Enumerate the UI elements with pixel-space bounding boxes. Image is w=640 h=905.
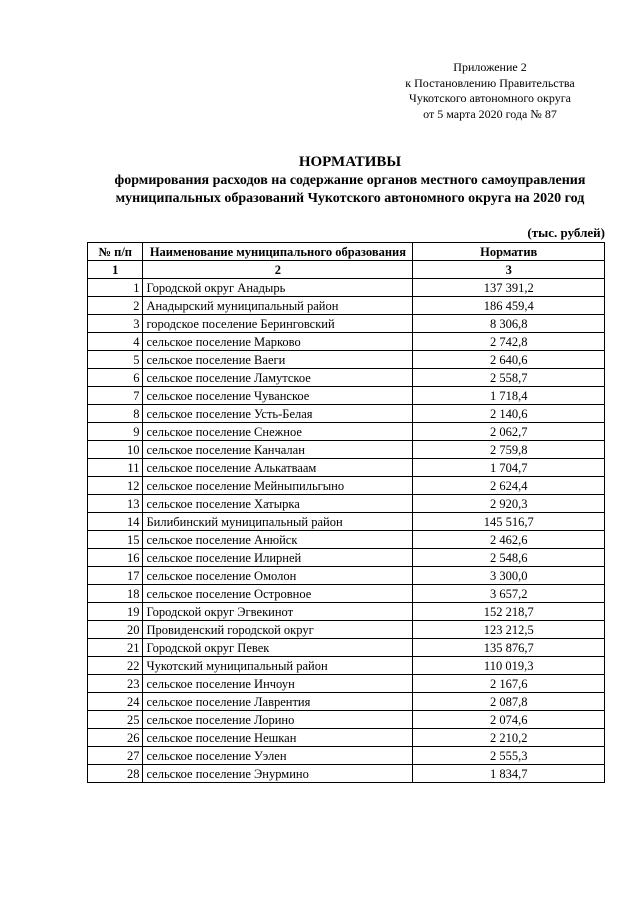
row-name: сельское поселение Энурмино — [143, 765, 413, 783]
row-value: 2 742,8 — [413, 333, 605, 351]
row-number: 19 — [88, 603, 143, 621]
table-row — [88, 675, 605, 693]
row-number: 1 — [88, 279, 143, 297]
table-row — [88, 621, 605, 639]
document-title — [60, 153, 640, 208]
table-row — [88, 711, 605, 729]
row-name: сельское поселение Хатырка — [143, 495, 413, 513]
row-name: Провиденский городской округ — [143, 621, 413, 639]
table-row — [88, 279, 605, 297]
row-name: сельское поселение Алькатваам — [143, 459, 413, 477]
row-name: Анадырский муниципальный район — [143, 297, 413, 315]
row-number: 26 — [88, 729, 143, 747]
row-number: 23 — [88, 675, 143, 693]
row-value: 145 516,7 — [413, 513, 605, 531]
row-number: 16 — [88, 549, 143, 567]
row-value: 186 459,4 — [413, 297, 605, 315]
row-number: 2 — [88, 297, 143, 315]
title-line: формирования расходов на содержание органов местного самоуправления — [114, 173, 586, 188]
table-row — [88, 765, 605, 783]
row-value: 110 019,3 — [413, 657, 605, 675]
table-row — [88, 333, 605, 351]
row-name: Чукотский муниципальный район — [143, 657, 413, 675]
appendix-header — [380, 60, 600, 122]
row-value: 137 391,2 — [413, 279, 605, 297]
row-name: сельское поселение Анюйск — [143, 531, 413, 549]
row-value: 2 462,6 — [413, 531, 605, 549]
row-name: сельское поселение Островное — [143, 585, 413, 603]
index-cell: 3 — [413, 261, 605, 279]
row-name: Городской округ Эгвекинот — [143, 603, 413, 621]
row-name: сельское поселение Омолон — [143, 567, 413, 585]
row-value: 8 306,8 — [413, 315, 605, 333]
table-body — [88, 279, 605, 783]
row-value: 2 759,8 — [413, 441, 605, 459]
row-number: 10 — [88, 441, 143, 459]
row-value: 2 558,7 — [413, 369, 605, 387]
row-number: 18 — [88, 585, 143, 603]
row-value: 2 920,3 — [413, 495, 605, 513]
index-cell: 1 — [88, 261, 143, 279]
row-name: сельское поселение Мейныпильгыно — [143, 477, 413, 495]
row-name: сельское поселение Инчоун — [143, 675, 413, 693]
table-row — [88, 747, 605, 765]
row-number: 20 — [88, 621, 143, 639]
row-number: 7 — [88, 387, 143, 405]
table-row — [88, 297, 605, 315]
table-row — [88, 477, 605, 495]
row-number: 5 — [88, 351, 143, 369]
row-name: сельское поселение Уэлен — [143, 747, 413, 765]
appendix-line: Приложение 2 — [453, 60, 527, 74]
row-value: 2 167,6 — [413, 675, 605, 693]
row-number: 17 — [88, 567, 143, 585]
row-number: 21 — [88, 639, 143, 657]
row-number: 9 — [88, 423, 143, 441]
table-row — [88, 387, 605, 405]
table-row — [88, 639, 605, 657]
row-name: сельское поселение Усть-Белая — [143, 405, 413, 423]
row-value: 123 212,5 — [413, 621, 605, 639]
table-header-row — [88, 243, 605, 261]
row-number: 27 — [88, 747, 143, 765]
row-number: 3 — [88, 315, 143, 333]
row-value: 135 876,7 — [413, 639, 605, 657]
row-value: 2 548,6 — [413, 549, 605, 567]
table-row — [88, 405, 605, 423]
row-number: 15 — [88, 531, 143, 549]
row-name: сельское поселение Канчалан — [143, 441, 413, 459]
row-name: сельское поселение Лорино — [143, 711, 413, 729]
title-line: муниципальных образований Чукотского автономного округа на 2020 год — [115, 191, 585, 206]
row-number: 14 — [88, 513, 143, 531]
row-name: сельское поселение Марково — [143, 333, 413, 351]
norms-table — [87, 242, 605, 783]
row-value: 2 624,4 — [413, 477, 605, 495]
row-value: 2 555,3 — [413, 747, 605, 765]
row-value: 152 218,7 — [413, 603, 605, 621]
row-name: сельское поселение Ламутское — [143, 369, 413, 387]
header-name: Наименование муниципального образования — [143, 243, 413, 261]
row-name: Билибинский муниципальный район — [143, 513, 413, 531]
row-value: 1 834,7 — [413, 765, 605, 783]
row-number: 4 — [88, 333, 143, 351]
header-value: Норматив — [413, 243, 605, 261]
row-value: 2 640,6 — [413, 351, 605, 369]
table-row — [88, 441, 605, 459]
row-value: 3 300,0 — [413, 567, 605, 585]
title-main: НОРМАТИВЫ — [298, 154, 402, 170]
index-cell: 2 — [143, 261, 413, 279]
row-name: сельское поселение Лаврентия — [143, 693, 413, 711]
row-number: 25 — [88, 711, 143, 729]
table-row — [88, 495, 605, 513]
table-row — [88, 657, 605, 675]
row-number: 24 — [88, 693, 143, 711]
row-value: 2 087,8 — [413, 693, 605, 711]
table-row — [88, 351, 605, 369]
table-index-row — [88, 261, 605, 279]
row-name: сельское поселение Снежное — [143, 423, 413, 441]
table-row — [88, 729, 605, 747]
table-row — [88, 423, 605, 441]
units-label: (тыс. рублей) — [527, 225, 605, 240]
row-value: 2 074,6 — [413, 711, 605, 729]
row-number: 12 — [88, 477, 143, 495]
row-name: сельское поселение Ваеги — [143, 351, 413, 369]
row-value: 2 140,6 — [413, 405, 605, 423]
row-value: 1 704,7 — [413, 459, 605, 477]
appendix-line: от 5 марта 2020 года № 87 — [423, 106, 557, 121]
row-name: сельское поселение Чуванское — [143, 387, 413, 405]
table-row — [88, 549, 605, 567]
table-row — [88, 693, 605, 711]
row-name: Городской округ Певек — [143, 639, 413, 657]
row-number: 13 — [88, 495, 143, 513]
table-row — [88, 513, 605, 531]
row-name: сельское поселение Нешкан — [143, 729, 413, 747]
table-row — [88, 603, 605, 621]
row-name: Городской округ Анадырь — [143, 279, 413, 297]
table-row — [88, 531, 605, 549]
header-number: № п/п — [88, 243, 143, 261]
row-number: 11 — [88, 459, 143, 477]
row-number: 8 — [88, 405, 143, 423]
row-number: 22 — [88, 657, 143, 675]
row-value: 1 718,4 — [413, 387, 605, 405]
table-row — [88, 315, 605, 333]
row-name: городское поселение Беринговский — [143, 315, 413, 333]
row-number: 6 — [88, 369, 143, 387]
table-row — [88, 567, 605, 585]
table-row — [88, 459, 605, 477]
row-value: 3 657,2 — [413, 585, 605, 603]
row-number: 28 — [88, 765, 143, 783]
appendix-line: к Постановлению Правительства — [405, 75, 575, 90]
row-value: 2 210,2 — [413, 729, 605, 747]
appendix-line: Чукотского автономного округа — [409, 91, 571, 105]
table-row — [88, 369, 605, 387]
row-value: 2 062,7 — [413, 423, 605, 441]
table-row — [88, 585, 605, 603]
row-name: сельское поселение Илирней — [143, 549, 413, 567]
